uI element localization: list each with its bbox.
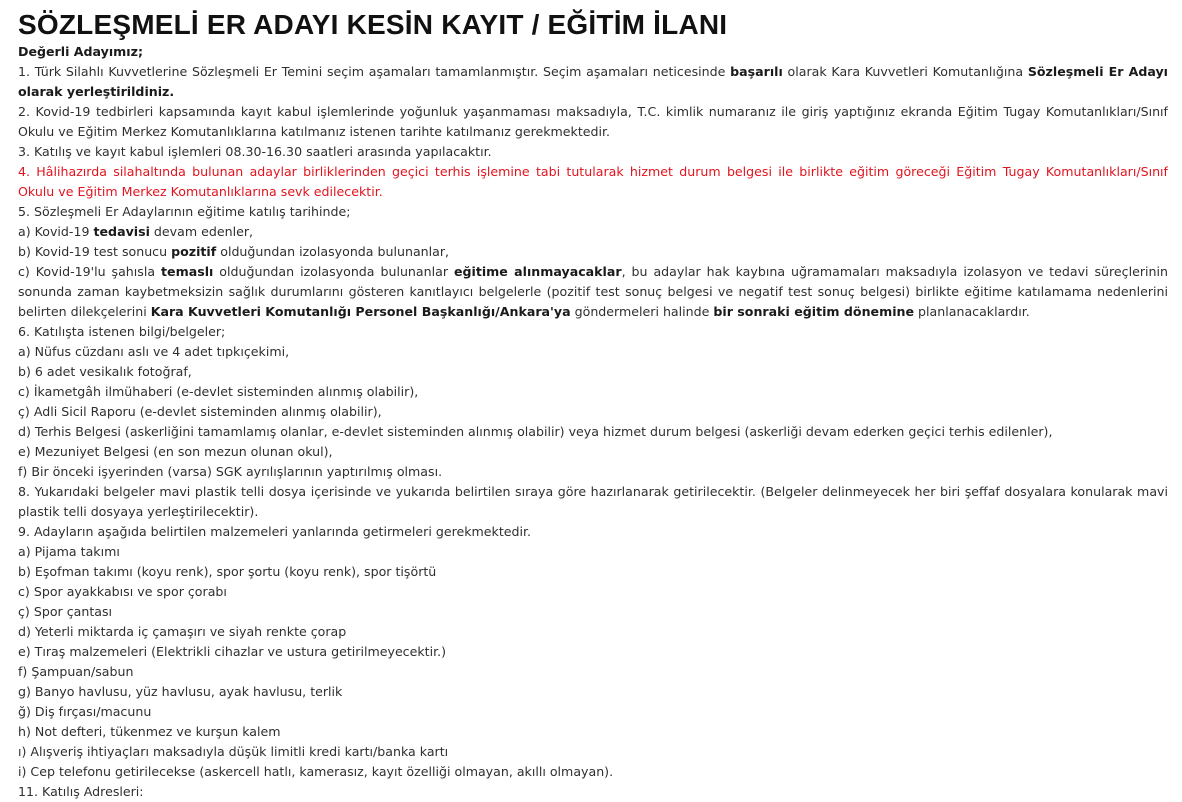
body-text: c) Kovid-19'lu şahısla <box>18 264 162 279</box>
body-text: h) Not defteri, tükenmez ve kurşun kalem <box>18 724 281 739</box>
item-9gg <box>18 702 1168 722</box>
body-text: belirten dilekçelerini <box>18 304 151 319</box>
body-text: c) İkametgâh ilmühaberi (e-devlet sisteminden alınmış olabilir), <box>18 384 419 399</box>
item-11 <box>18 782 1168 802</box>
item-5 <box>18 202 1168 222</box>
body-text: devam edenler, <box>149 224 254 239</box>
item-5a <box>18 222 1168 242</box>
body-text: 8. Yukarıdaki belgeler mavi plastik telli dosya içerisinde ve yukarıda belirtilen sıraya göre hazırlanarak getirilecektir. (Belgeler delinmeyecek her biri şeffaf dosyalara konularak mavi <box>18 484 1168 499</box>
item-1-line-1 <box>18 62 1168 82</box>
item-9d <box>18 622 1168 642</box>
body-text: a) Kovid-19 <box>18 224 94 239</box>
bold-text: pozitif <box>171 244 217 259</box>
item-9e <box>18 642 1168 662</box>
body-text: 11. Katılış Adresleri: <box>18 784 144 799</box>
item-9cc <box>18 602 1168 622</box>
body-text: olduğundan izolasyonda bulunanlar <box>213 264 454 279</box>
body-text: 3. Katılış ve kayıt kabul işlemleri 08.30-16.30 saatleri arasında yapılacaktır. <box>18 144 492 159</box>
item-2-line-1 <box>18 102 1168 122</box>
greeting <box>18 42 1168 62</box>
body-text: 4. Hâlihazırda silahaltında bulunan adaylar birliklerinden geçici terhis işlemine tabi tutularak hizmet durum belgesi ile birlikte eğitim göreceği Eğitim Tugay Komutanlıkları/Sınıf <box>18 164 1168 179</box>
body-text: 9. Adayların aşağıda belirtilen malzemeleri yanlarında getirmeleri gerekmektedir. <box>18 524 532 539</box>
bold-text: tedavisi <box>93 224 150 239</box>
item-6d <box>18 422 1168 442</box>
greeting-text: Değerli Adayımız; <box>18 44 143 59</box>
body-text: b) 6 adet vesikalık fotoğraf, <box>18 364 192 379</box>
bold-text: başarılı <box>730 64 783 79</box>
item-9b <box>18 562 1168 582</box>
bold-text: bir sonraki eğitim dönemine <box>713 304 915 319</box>
body-text: olarak Kara Kuvvetleri Komutanlığına <box>782 64 1028 79</box>
body-text: a) Nüfus cüzdanı aslı ve 4 adet tıpkıçekimi, <box>18 344 290 359</box>
body-text: f) Şampuan/sabun <box>18 664 134 679</box>
item-8-line-2 <box>18 502 1168 522</box>
body-text: f) Bir önceki işyerinden (varsa) SGK ayrılışlarının yaptırılmış olması. <box>18 464 443 479</box>
item-6e <box>18 442 1168 462</box>
body-text: ğ) Diş fırçası/macunu <box>18 704 152 719</box>
item-6f <box>18 462 1168 482</box>
item-5c-line-3 <box>18 302 1168 322</box>
item-9i <box>18 762 1168 782</box>
body-text: 2. Kovid-19 tedbirleri kapsamında kayıt kabul işlemlerinde yoğunluk yaşanmaması maksadıyla, T.C. kimlik numaranız ile giriş yaptığınız ekranda Eğitim Tugay Komutanlıkları/Sınıf <box>18 104 1168 119</box>
bold-text: Kara Kuvvetleri Komutanlığı Personel Başkanlığı/Ankara'ya <box>150 304 571 319</box>
item-5c-line-2 <box>18 282 1168 302</box>
item-6b <box>18 362 1168 382</box>
body-text: b) Kovid-19 test sonucu <box>18 244 172 259</box>
bold-text: olarak yerleştirildiniz. <box>18 84 175 99</box>
item-3 <box>18 142 1168 162</box>
item-6cc <box>18 402 1168 422</box>
item-5c-line-1 <box>18 262 1168 282</box>
body-text: olduğundan izolasyonda bulunanlar, <box>216 244 450 259</box>
body-text: 1. Türk Silahlı Kuvvetlerine Sözleşmeli Er Temini seçim aşamaları tamamlanmıştır. Seçim aşamaları neticesinde <box>18 64 731 79</box>
body-text: b) Eşofman takımı (koyu renk), spor şortu (koyu renk), spor tişörtü <box>18 564 437 579</box>
body-text: g) Banyo havlusu, yüz havlusu, ayak havlusu, terlik <box>18 684 343 699</box>
item-6c <box>18 382 1168 402</box>
item-2-line-2 <box>18 122 1168 142</box>
body-text: ç) Adli Sicil Raporu (e-devlet sisteminden alınmış olabilir), <box>18 404 382 419</box>
item-9f <box>18 662 1168 682</box>
item-9a <box>18 542 1168 562</box>
body-text: göndermeleri halinde <box>570 304 714 319</box>
body-text: ç) Spor çantası <box>18 604 113 619</box>
item-5b <box>18 242 1168 262</box>
bold-text: Sözleşmeli Er Adayı <box>1027 64 1168 79</box>
body-text: c) Spor ayakkabısı ve spor çorabı <box>18 584 227 599</box>
body-text: d) Yeterli miktarda iç çamaşırı ve siyah renkte çorap <box>18 624 347 639</box>
body-text: planlanacaklardır. <box>914 304 1030 319</box>
page-title: SÖZLEŞMELİ ER ADAYI KESİN KAYIT / EĞİTİM İLANI <box>18 9 728 40</box>
body-text: 6. Katılışta istenen bilgi/belgeler; <box>18 324 226 339</box>
body-text: sonunda zaman kaybetmeksizin sağlık durumlarını gösteren kanıtlayıcı belgelerle (pozitif test sonuç belgesi ve negatif test sonuç belgesi) birlikte eğitime katılamama nedenlerini <box>18 284 1168 299</box>
body-text: e) Mezuniyet Belgesi (en son mezun olunan okul), <box>18 444 333 459</box>
item-1-line-2 <box>18 82 1168 102</box>
body-text: Okulu ve Eğitim Merkez Komutanlıklarına katılmanız istenen tarihte katılmanız gerekmektedir. <box>18 124 611 139</box>
body-text: e) Tıraş malzemeleri (Elektrikli cihazlar ve ustura getirilmeyecektir.) <box>18 644 447 659</box>
announcement-body <box>18 62 1168 802</box>
body-text: , bu adaylar hak kaybına uğramamaları maksadıyla izolasyon ve tedavi süreçlerinin <box>621 264 1168 279</box>
body-text: ı) Alışveriş ihtiyaçları maksadıyla düşük limitli kredi kartı/banka kartı <box>18 744 449 759</box>
body-text: 5. Sözleşmeli Er Adaylarının eğitime katılış tarihinde; <box>18 204 351 219</box>
item-9g <box>18 682 1168 702</box>
item-9 <box>18 522 1168 542</box>
bold-text: eğitime alınmayacaklar <box>453 264 622 279</box>
announcement-document <box>18 0 1168 802</box>
item-9h <box>18 722 1168 742</box>
item-4-line-2 <box>18 182 1168 202</box>
body-text: i) Cep telefonu getirilecekse (askercell hatlı, kamerasız, kayıt özelliği olmayan, akıllı olmayan). <box>18 764 614 779</box>
body-text: plastik telli dosyaya yerleştirilecektir). <box>18 504 259 519</box>
item-9i-dotless <box>18 742 1168 762</box>
item-8-line-1 <box>18 482 1168 502</box>
item-4-line-1 <box>18 162 1168 182</box>
body-text: Okulu ve Eğitim Merkez Komutanlıklarına sevk edilecektir. <box>18 184 383 199</box>
item-6 <box>18 322 1168 342</box>
body-text: a) Pijama takımı <box>18 544 120 559</box>
bold-text: temaslı <box>161 264 214 279</box>
item-6a <box>18 342 1168 362</box>
item-9c <box>18 582 1168 602</box>
body-text: d) Terhis Belgesi (askerliğini tamamlamış olanlar, e-devlet sisteminden alınmış olabilir) veya hizmet durum belgesi (askerliği devam ederken geçici terhis edilenler), <box>18 424 1053 439</box>
